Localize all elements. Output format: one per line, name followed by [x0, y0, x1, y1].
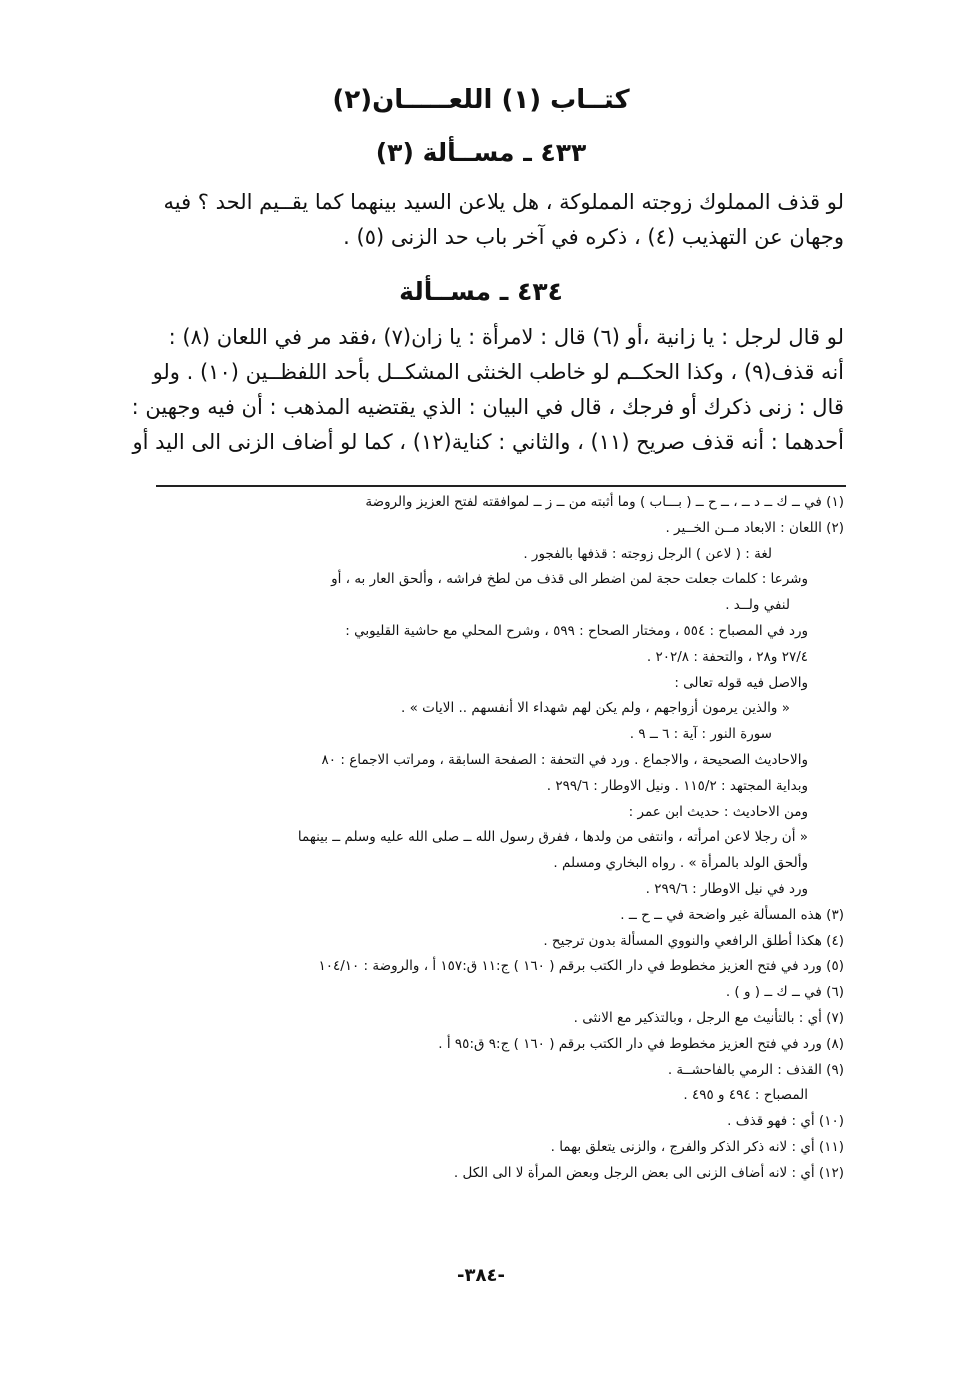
footnote-line: وشرعا : كلمات جعلت حجة لمن اضطر الى قذف من لطخ فراشه ، وألحق العار به ، أو	[331, 571, 808, 588]
footnote-line: والاصل فيه قوله تعالى :	[674, 674, 808, 691]
footnote-line: المصباح : ٤٩٤ و ٤٩٥ .	[683, 1087, 808, 1104]
chapter-title: كتــاب (١) اللعـــــان(٢)	[332, 85, 630, 115]
issue-434-line: لو قال لرجل : يا زانية ،أو (٦) قال : لامرأة : يا زان(٧) ،فقد مر في اللعان (٨) :	[168, 325, 844, 349]
footnote-line: والاحاديث الصحيحة ، والاجماع . ورد في التحفة : الصفحة السابقة ، ومراتب الاجماع : ٨٠	[321, 751, 808, 768]
footnote-line: (١١) أي : لانه ذكر الذكر والفرج ، والزنى يتعلق بهما .	[550, 1138, 844, 1155]
footnotes	[154, 490, 844, 1187]
footnote-line: لنفي ولــد .	[725, 597, 790, 614]
footnote-line: (٤) هكذا أطلق الرافعي والنووي المسألة بدون ترجيح .	[543, 932, 844, 949]
footnote-line: ورد في نيل الاوطار : ٢٩٩/٦ .	[645, 880, 808, 897]
issue-434-line: أحدهما : أنه قذف صريح (١١) ، والثاني : كناية(١٢) ، كما لو أضاف الزنى الى اليد أو	[132, 430, 844, 454]
issue-433-text	[116, 185, 844, 255]
footnote-line: (٧) أي : بالتأنيث مع الرجل ، وبالتذكير مع الانثى .	[573, 1009, 844, 1026]
footnote-line: وألحق الولد بالمرأة » . رواه البخاري ومسلم .	[553, 855, 808, 872]
footnote-line: (٢) اللعان : الابعاد مــن الخــير .	[665, 519, 844, 536]
footnote-line: سورة النور : آية : ٦ ــ ٩ .	[629, 726, 772, 743]
footnote-line: (٥) ورد في فتح العزيز مخطوط في دار الكتب برقم ( ١٦٠ ) ج:١١ ق:١٥٧ أ ، والروضة : ١٠٤/١٠	[318, 958, 844, 975]
issue-434-heading: ٤٣٤ ـ مســألة	[399, 277, 563, 306]
footnote-line: (٦) في ــ ك ــ ( و ) .	[725, 984, 844, 1001]
issue-433-line: وجهان عن التهذيب (٤) ، ذكره في آخر باب حد الزنى (٥) .	[343, 225, 844, 249]
issue-434-line: قال : زنى ذكرك أو فرجك ، قال في البيان : الذي يقتضيه المذهب : أن فيه وجهين :	[131, 395, 844, 419]
footnote-line: ومن الاحاديث : حديث ابن عمر :	[628, 803, 808, 820]
footnote-line: « والذين يرمون أزواجهم ، ولم يكن لهم شهداء الا أنفسهم .. الايات » .	[401, 700, 790, 717]
page-number: -٣٨٤-	[457, 1265, 505, 1286]
footnote-line: ورد في المصباح : ٥٥٤ ، ومختار الصحاح : ٥٩٩ ، وشرح المحلي مع حاشية القليوبي :	[345, 622, 808, 639]
footnote-line: وبداية المجتهد : ١١٥/٢ . ونيل الاوطار : ٢٩٩/٦ .	[546, 777, 808, 794]
issue-433-heading: ٤٣٣ ـ مســألة (٣)	[375, 138, 587, 167]
footnote-line: (٨) ورد في فتح العزيز مخطوط في دار الكتب برقم ( ١٦٠ ) ج:٩ ق:٩٥ أ .	[438, 1035, 844, 1052]
footnote-line: « أن رجلا لاعن امرأته ، وانتفى من ولدها ، ففرق رسول الله ــ صلى الله عليه وسلم ــ بينهما	[297, 829, 808, 846]
issue-434-text	[116, 320, 844, 460]
issue-433-line: لو قذف المملوك زوجته المملوكة ، هل يلاعن السيد بينهما كما يقــيم الحد ؟ فيه	[163, 190, 844, 214]
footnote-line: (٩) القذف : الرمي بالفاحشــة .	[667, 1061, 844, 1078]
issue-434-line: أنه قذف(٩) ، وكذا الحكــم لو خاطب الخنثى المشكــل بأحد اللفظــين (١٠) . ولو	[152, 360, 844, 384]
footnote-line: ٢٧/٤ و٢٨ ، والتحفة : ٢٠٢/٨ .	[646, 648, 808, 665]
footnote-line: (٣) هذه المسألة غير واضحة في ــ ح ــ .	[620, 906, 844, 923]
footnote-divider	[156, 485, 846, 487]
footnote-line: (١) في ــ ك ــ د ــ ، ــ ح ــ ( بـــاب ) وما أثبته من ــ ز ــ لموافقته لفتح العزيز والروضة	[365, 494, 844, 510]
footnote-line: (١٢) أي : لانه أضاف الزنى الى بعض الرجل وبعض المرأة لا الى الكل .	[453, 1164, 844, 1181]
footnote-line: لغة : ( لاعن ) الرجل زوجته : قذفها بالفجور .	[523, 545, 772, 562]
footnote-line: (١٠) أي : فهو قذف .	[727, 1113, 844, 1130]
